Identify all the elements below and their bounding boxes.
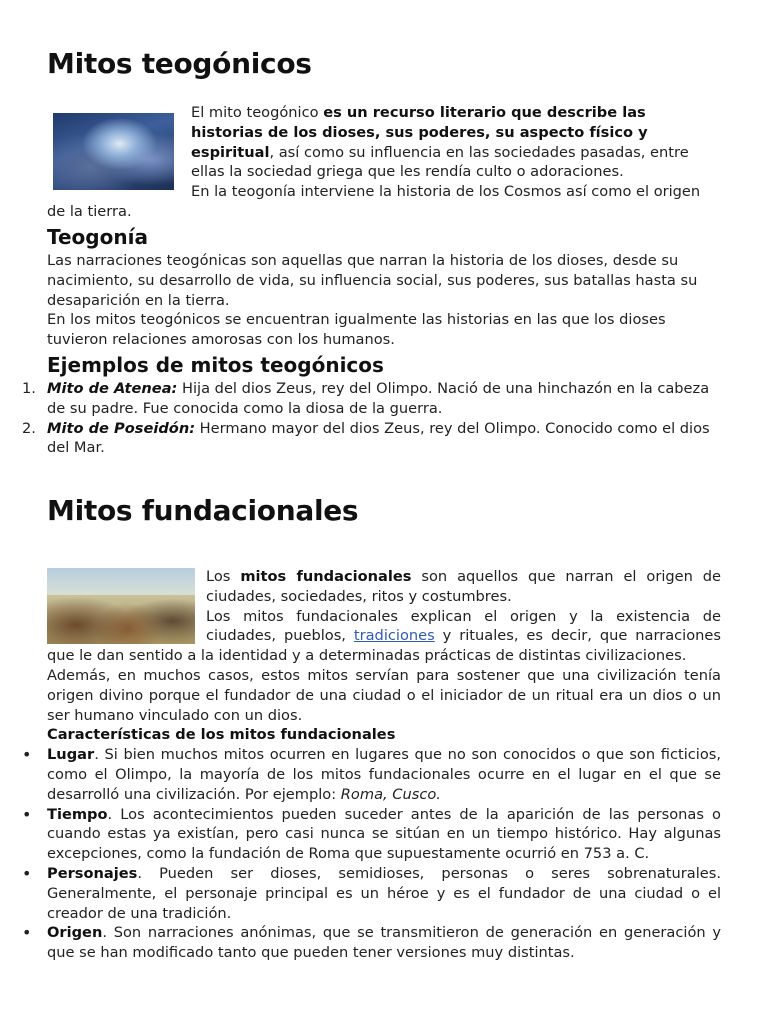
teogonia-paragraph-1: Las narraciones teogónicas son aquellas que narran la historia de los dioses, desde su nacimiento, su desarrollo de vida, su influencia social, sus poderes, sus batallas hasta su desaparición en la tierra. xyxy=(47,252,698,309)
fundacionales-paragraph-3: Además, en muchos casos, estos mitos servían para sostener que una civilización tenía origen divino porque el fundador de una ciudad o el iniciador de un ritual era un dios o un ser humano vinculado con un dios. xyxy=(47,666,721,724)
bullet-icon: • xyxy=(22,804,32,824)
examples-list xyxy=(22,379,721,458)
bullet-icon: • xyxy=(22,745,32,765)
myth-name: Mito de Poseidón: xyxy=(47,419,196,437)
list-item: • Origen. Son narraciones anónimas, que se transmitieron de generación en generación y que se han modificado tanto que pueden tener versiones muy distintas. xyxy=(22,923,721,962)
bullet-icon: • xyxy=(22,863,32,883)
list-item: • Lugar. Si bien muchos mitos ocurren en lugares que no son conocidos o que son ficticios, como el Olimpo, la mayoría de los mitos fundacionales ocurre en el lugar en el que se desarrolló una civilización. Por ejemplo: Roma, Cusco. xyxy=(22,745,721,803)
fundacionales-section xyxy=(22,567,722,963)
list-item: • Personajes. Pueden ser dioses, semidioses, personas o seres sobrenaturales. Generalmente, el personaje principal es un héroe y es el fundador de una ciudad o el creador de una tradición. xyxy=(22,863,721,922)
heading-teogonia: Teogonía xyxy=(47,225,148,249)
bullet-icon: • xyxy=(22,923,32,943)
section-title-fundacionales: Mitos fundacionales xyxy=(47,494,359,527)
fundacionales-paragraph-1: Los mitos fundacionales son aquellos que narran el origen de ciudades, sociedades, ritos y costumbres. xyxy=(206,568,722,605)
teogonia-paragraph-2: En los mitos teogónicos se encuentran igualmente las historias en las que los dioses tuvieron relaciones amorosas con los humanos. xyxy=(47,311,666,349)
intro-paragraph: El mito teogónico es un recurso literario que describe las historias de los dioses, sus poderes, su aspecto físico y espiritual, así como su influencia en las sociedades pasadas, entre ellas la sociedad griega que les rendía culto o adoraciones. xyxy=(191,104,689,181)
list-item: • Tiempo. Los acontecimientos pueden suceder antes de la aparición de las personas o cuando estas ya existían, pero casi nunca se sitúan en un tiempo histórico. Hay algunas excepciones, como la fundación de Roma que supuestamente ocurrió en 753 a. C. xyxy=(22,804,721,863)
intro-paragraph-2: En la teogonía interviene la historia de los Cosmos así como el origen de la tierra. xyxy=(47,183,701,220)
heading-ejemplos: Ejemplos de mitos teogónicos xyxy=(47,353,384,377)
characteristics-list xyxy=(22,745,721,963)
intro-section xyxy=(47,103,721,222)
intro-bold-text: es un recurso literario que describe las historias de los dioses, sus poderes, su aspecto físico y espiritual xyxy=(191,104,648,161)
characteristics-heading: Características de los mitos fundacionales xyxy=(47,726,396,744)
list-item: 2. Mito de Poseidón: Hermano mayor del dios Zeus, rey del Olimpo. Conocido como el dios del Mar. xyxy=(22,419,710,457)
fundacionales-paragraph-2: Los mitos fundacionales explican el origen y la existencia de ciudades, pueblos, tradiciones y rituales, es decir, que narraciones que le dan sentido a la identidad y a determinadas prácticas de distintas civilizaciones. xyxy=(47,607,721,665)
section-title-teogonicos: Mitos teogónicos xyxy=(47,47,312,80)
teogonia-section xyxy=(47,251,721,350)
ancient-village-image xyxy=(47,568,195,644)
tradiciones-link[interactable]: tradiciones xyxy=(353,627,435,645)
myth-name: Mito de Atenea: xyxy=(47,380,178,397)
gods-illustration-image xyxy=(53,113,174,190)
list-item: 1. Mito de Atenea: Hija del dios Zeus, rey del Olimpo. Nació de una hinchazón en la cabeza de su padre. Fue conocida como la diosa de la guerra. xyxy=(22,380,710,417)
